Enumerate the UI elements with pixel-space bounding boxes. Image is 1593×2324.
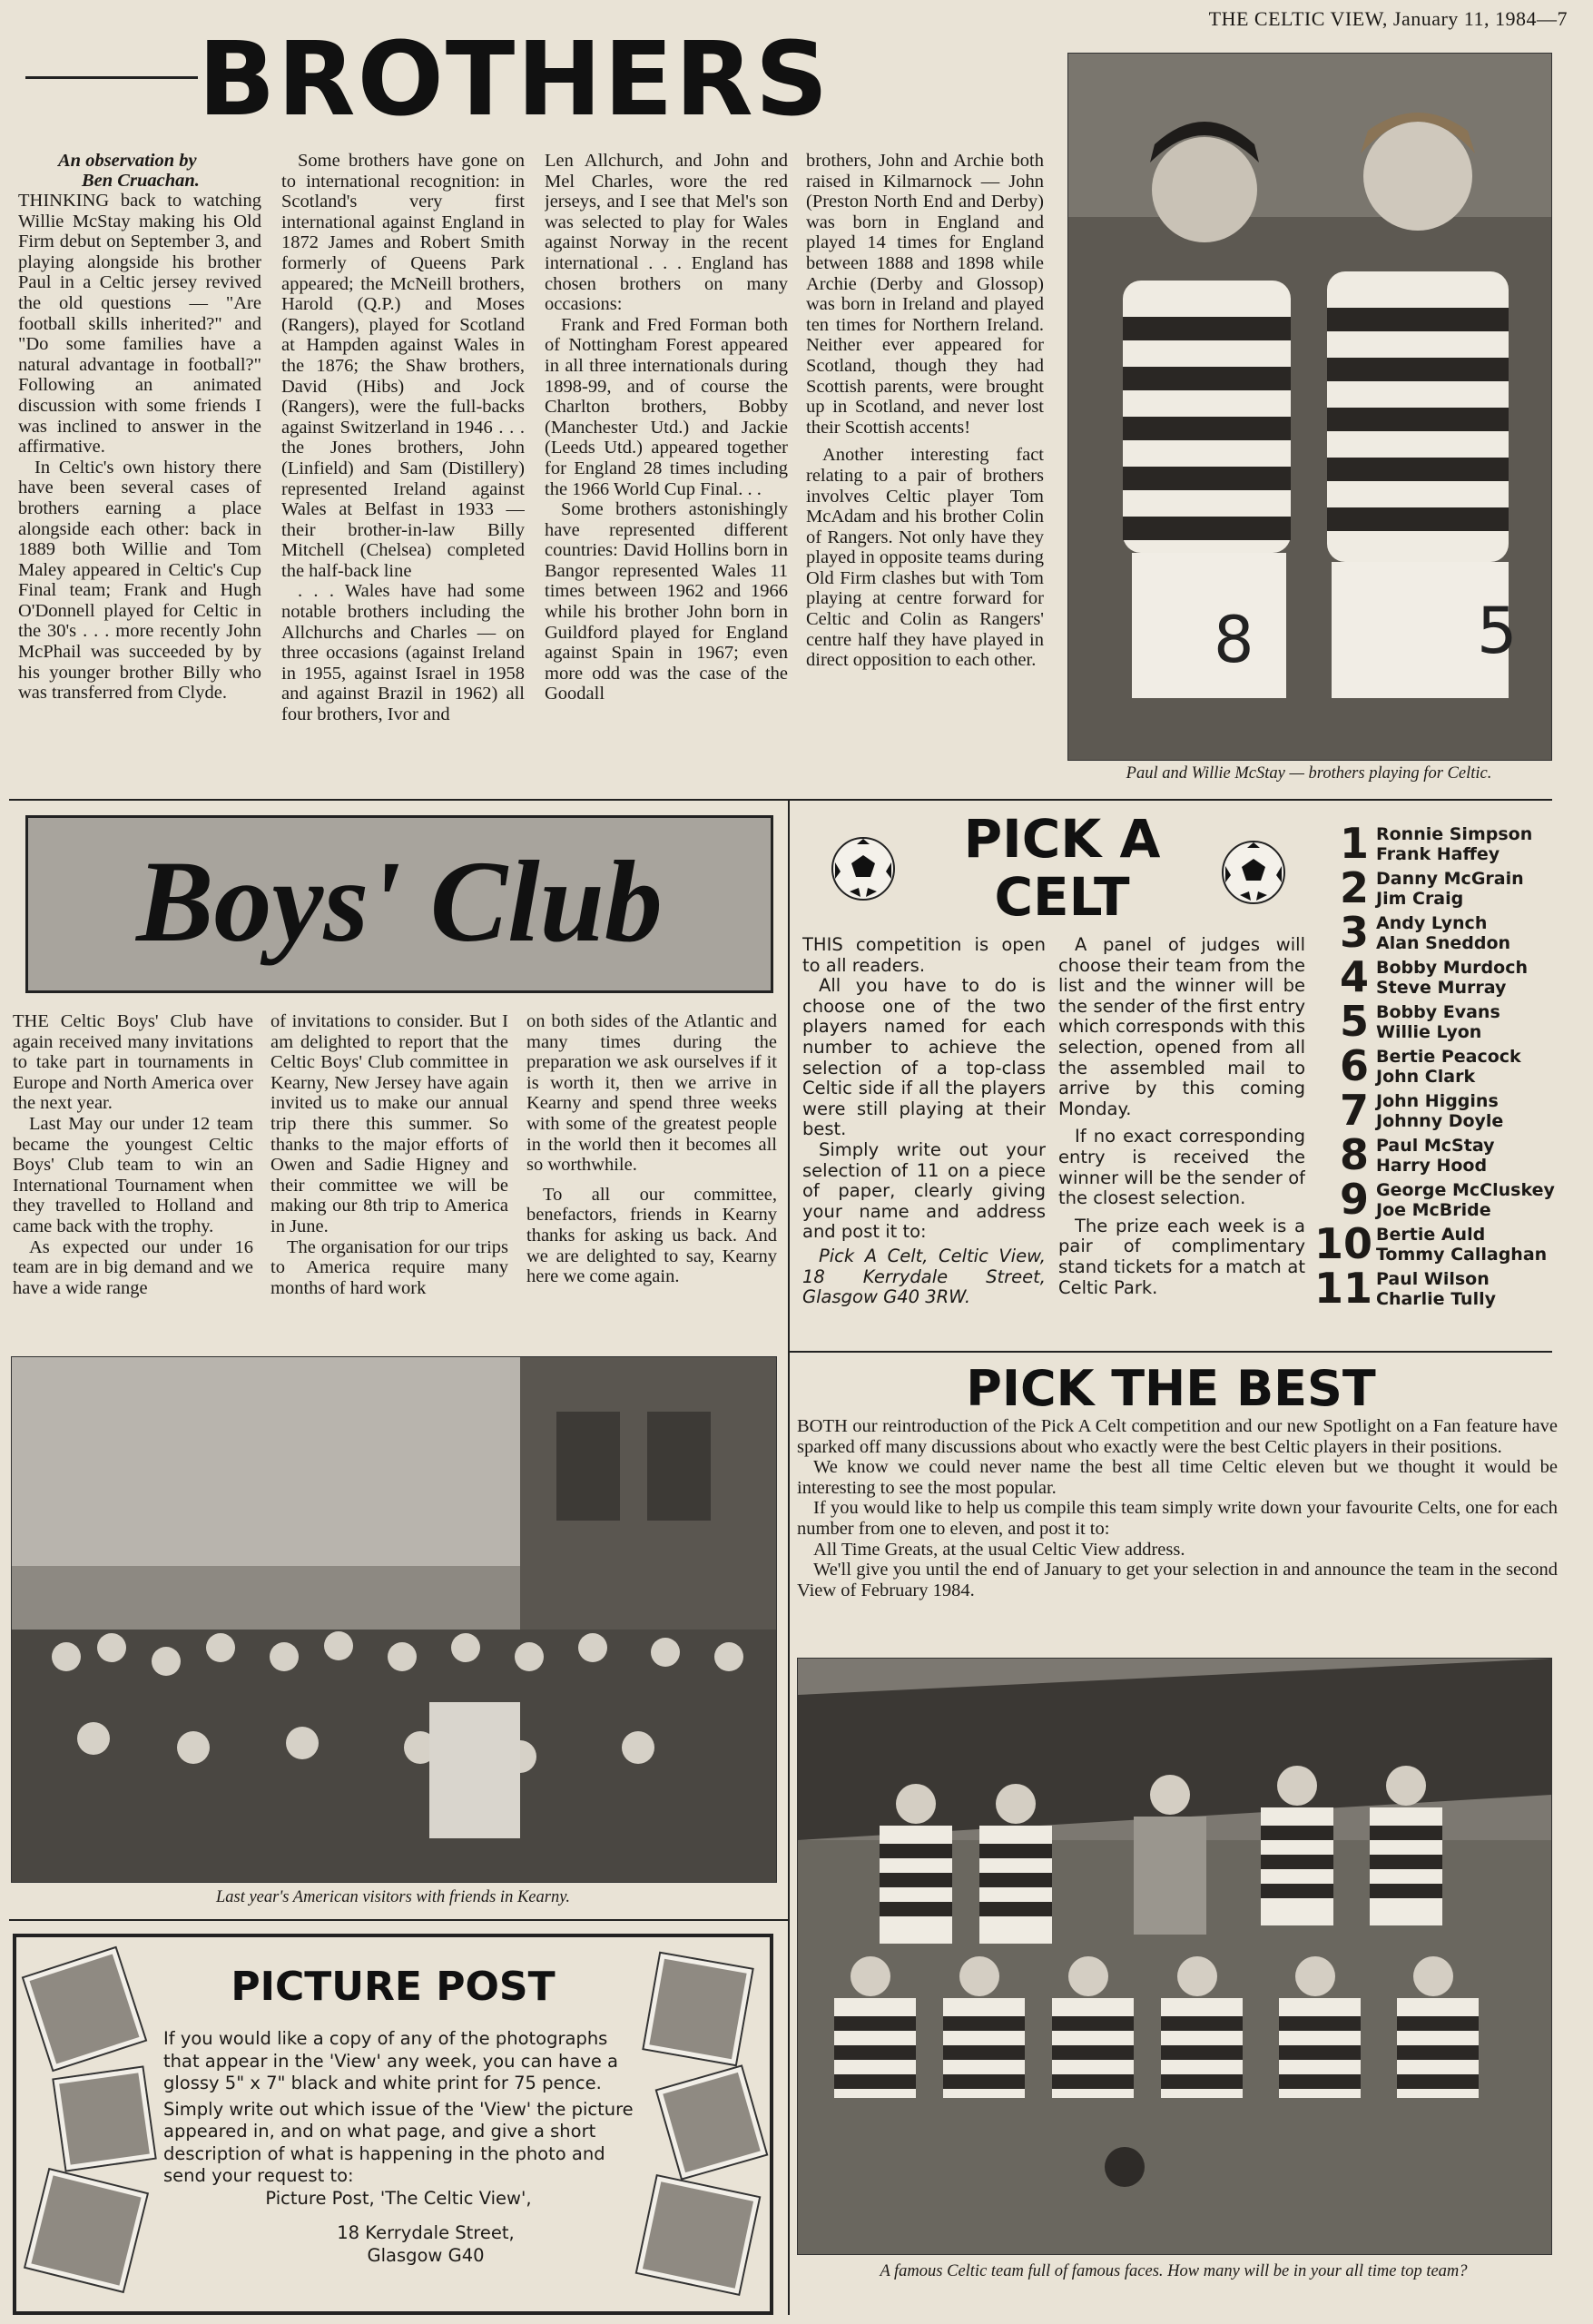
boys-c3-p1: on both sides of the Atlantic and many times during the preparation we ask ourselves if it is worth it, then we arrive in Kearny and spend three weeks with some of the greatest people in the world then it becomes all so worthwhile.: [526, 1011, 777, 1176]
player-names: [1376, 1089, 1503, 1131]
kearny-photo-caption: Last year's American visitors with friends in Kearny.: [215, 1888, 571, 1906]
section-rule-left-bottom: [9, 1919, 788, 1921]
player-b: Frank Haffey: [1376, 844, 1500, 864]
column-divider: [788, 799, 790, 2315]
player-pair-2: [1314, 863, 1559, 912]
player-number: 9: [1339, 1175, 1369, 1224]
football-icon-right-art: [1224, 842, 1283, 902]
boys-club-headline: Boys' Club: [136, 837, 663, 966]
player-number: 7: [1339, 1086, 1369, 1135]
brothers-column-3: [545, 151, 788, 786]
pick-best-p3: If you would like to help us compile this team simply write down your favourite Celts, one for each number from one to eleven, and post it to:: [797, 1498, 1558, 1539]
player-b: Charlie Tully: [1376, 1289, 1496, 1309]
picture-post-thumbnail-2: [54, 2068, 155, 2171]
player-names: [1376, 1178, 1555, 1220]
player-names: [1376, 1000, 1500, 1042]
pick-a-celt-headline-line-1: PICK A: [963, 808, 1161, 870]
player-pair-11: [1314, 1264, 1559, 1313]
mcstay-brothers-photo: [1067, 53, 1552, 761]
brothers-column-4: [806, 151, 1044, 786]
pick-a-celt-headline-line-2: CELT: [994, 866, 1130, 928]
boys-c1-p3: As expected our under 16 team are in big demand and we have a wide range: [13, 1236, 253, 1298]
celtic-team-photo: [797, 1658, 1552, 2255]
pick-best-p4: All Time Greats, at the usual Celtic View address.: [813, 1539, 1185, 1560]
picture-post-body: [163, 2028, 634, 2267]
pick-best-p5: We'll give you until the end of January to get your selection in and announce the team in the second View of February 1984.: [797, 1560, 1558, 1600]
player-b: Alan Sneddon: [1376, 933, 1511, 953]
boys-club-column-1: [13, 1011, 253, 1342]
player-pair-5: [1314, 997, 1559, 1046]
picture-post-box: [13, 1934, 773, 2315]
brothers-c2-p2: . . . Wales have had some notable brothers including the Allchurchs and Charles — on three occasions (against Ireland in 1955, against Israel in 1958 and against Brazil in 1962) all four brothers, Ivor and: [281, 581, 525, 725]
boys-c1-p2: Last May our under 12 team became the youngest Celtic Boys' Club team to win an International Tournament when they travelled to Holland and came back with the trophy.: [13, 1113, 253, 1236]
player-b: Tommy Callaghan: [1376, 1245, 1548, 1265]
player-a: John Higgins: [1376, 1091, 1499, 1111]
boys-c2-p1: of invitations to consider. But I am delighted to report that the Celtic Boys' Club committee in Kearny, New Jersey have again invited us to make our annual trip there this summer. So thanks to the major efforts of Owen and Sadie Higney and their committee we will be making our 8th trip to America in June.: [270, 1011, 508, 1236]
picture-post-address-2: 18 Kerrydale Street,: [337, 2222, 515, 2243]
player-number: 5: [1339, 997, 1369, 1046]
brothers-c4-p1: brothers, John and Archie both raised in Kilmarnock — John (Preston North End and Derby) was born in England and played 14 times for England between 1888 and 1898 while Archie (Derby and Glossop) was born in Ireland and played ten times for Northern Ireland. Neither ever appeared for Scotland, though they had Scottish parents, were brought up in Scotland, and never lost their Scottish accents!: [806, 151, 1044, 438]
pick-a-celt-headline: [908, 810, 1216, 926]
player-a: Andy Lynch: [1376, 913, 1488, 933]
pick-a-celt-player-list: [1314, 819, 1559, 1313]
player-b: Willie Lyon: [1376, 1022, 1482, 1042]
pick-c1-p1: THIS competition is open to all readers.: [802, 935, 1046, 976]
brothers-c1-p1: THINKING back to watching Willie McStay making his Old Firm debut on September 3, and playing alongside his brother Paul in a Celtic jersey revived the old questions — "Are football skills inherited?" and "Do some families have a natural advantage in football?" Following an animated discussion with some friends I was inclined to answer in the affirmative.: [18, 191, 261, 458]
byline-2: Ben Cruachan.: [82, 171, 200, 191]
player-b: Steve Murray: [1376, 978, 1507, 998]
football-icon-left-art: [833, 839, 893, 899]
player-a: Bertie Auld: [1376, 1225, 1486, 1245]
player-number: 2: [1339, 863, 1369, 912]
player-a: George McCluskey: [1376, 1180, 1555, 1200]
brothers-c2-p1: Some brothers have gone on to international recognition: in Scotland's very first international against England in 1872 James and Robert Smith formerly of Queens Park appeared; the McNeill brothers, Harold (Q.P.) and Moses (Rangers), played for Scotland at Hampden against Wales in the 1876; the Shaw brothers, David (Hibs) and Jock (Rangers), were the full-backs against Switzerland in 1946 . . . the Jones brothers, John (Linfield) and Sam (Distillery) represented Ireland against Wales at Belfast in 1933 — their brother-in-law Billy Mitchell (Chelsea) completed the half-back line: [281, 151, 525, 581]
player-number: 8: [1339, 1130, 1369, 1179]
player-a: Bobby Murdoch: [1376, 958, 1528, 978]
pick-a-celt-column-2: [1058, 935, 1305, 1334]
boys-club-column-2: [270, 1011, 508, 1342]
player-number: 11: [1314, 1264, 1373, 1313]
brothers-c3-p2: Frank and Fred Forman both of Nottingham Forest appeared in all three internationals during 1898-99, and of course the Charlton brothers, Bobby (Manchester Utd.) and Jackie (Leeds Utd.) appeared together for England 28 times including the 1966 World Cup Final. . .: [545, 314, 788, 499]
player-pair-3: [1314, 908, 1559, 957]
player-number: 4: [1339, 952, 1369, 1001]
brothers-c4-p2: Another interesting fact relating to a pair of brothers involves Celtic player Tom McAdam and his brother Colin of Rangers. Not only have they played in opposite teams during Old Firm clashes but with Tom playing at centre forward for Celtic and Colin as Rangers' centre half they have played in direct opposition to each other.: [806, 445, 1044, 671]
player-number: 3: [1339, 908, 1369, 957]
pick-c1-p3: Simply write out your selection of 11 on a piece of paper, clearly giving your name and address and post it to:: [802, 1138, 1046, 1243]
boys-club-banner: [25, 815, 773, 993]
picture-post-address-1: Picture Post, 'The Celtic View',: [265, 2187, 532, 2209]
player-names: [1376, 1134, 1494, 1176]
shirt-number-5: 5: [1477, 594, 1518, 668]
picture-post-thumbnail-6: [637, 2176, 759, 2293]
section-rule-top: [9, 799, 1552, 801]
section-rule-right-mid: [788, 1351, 1552, 1353]
kearny-photo-art: [12, 1357, 776, 1882]
player-pair-4: [1314, 952, 1559, 1001]
player-a: Paul Wilson: [1376, 1269, 1490, 1289]
player-names: [1376, 1045, 1521, 1087]
picture-post-para-1: If you would like a copy of any of the photographs that appear in the 'View' any week, you can have a glossy 5" x 7" black and white print for 75 pence.: [163, 2028, 618, 2093]
player-b: Joe McBride: [1376, 1200, 1491, 1220]
picture-post-para-2: Simply write out which issue of the 'View' the picture appeared in, and on what page, and give a short description of what is happening in the photo and send your request to:: [163, 2098, 634, 2186]
player-a: Bobby Evans: [1376, 1002, 1500, 1022]
player-pair-1: [1314, 819, 1559, 868]
player-names: [1376, 822, 1532, 864]
player-a: Paul McStay: [1376, 1136, 1495, 1156]
player-pair-7: [1314, 1086, 1559, 1135]
player-number: 10: [1314, 1219, 1373, 1268]
pick-best-p2: We know we could never name the best all time Celtic eleven but we thought it would be interesting to see the most popular.: [797, 1457, 1558, 1498]
player-a: Bertie Peacock: [1376, 1047, 1521, 1067]
picture-post-thumbnail-4: [644, 1954, 752, 2064]
player-pair-6: [1314, 1041, 1559, 1090]
player-names: [1376, 867, 1524, 909]
mcstay-photo-caption: Paul and Willie McStay — brothers playing for Celtic.: [1126, 764, 1492, 783]
player-names: [1376, 911, 1510, 953]
player-pair-10: [1314, 1219, 1559, 1268]
player-a: Ronnie Simpson: [1376, 824, 1533, 844]
boys-c2-p2: The organisation for our trips to America require many months of hard work: [270, 1236, 508, 1298]
byline-1: An observation by: [58, 151, 197, 171]
player-names: [1376, 956, 1528, 998]
pick-c2-p3: The prize each week is a pair of complimentary stand tickets for a match at Celtic Park.: [1058, 1215, 1305, 1298]
picture-post-headline: PICTURE POST: [231, 1964, 556, 2010]
picture-post-thumbnail-5: [657, 2067, 766, 2179]
pick-a-celt-column-1: [802, 935, 1046, 1334]
shirt-number-8: 8: [1214, 603, 1254, 677]
brothers-column-1: [18, 151, 261, 786]
picture-post-address-3: Glasgow G40: [367, 2244, 485, 2266]
pick-the-best-body: [797, 1416, 1558, 1643]
mcstay-photo-art: [1068, 54, 1551, 760]
player-number: 6: [1339, 1041, 1369, 1090]
player-pair-9: [1314, 1175, 1559, 1224]
brothers-column-2: [281, 151, 525, 786]
brothers-c1-p2: In Celtic's own history there have been several cases of brothers earning a place alongside each other: back in 1889 both Willie and Tom Maley appeared in Celtic's Cup Final team; Frank and Hugh O'Donnell played for Celtic in the 30's . . . more recently John McPhail was succeeded by by his younger brother Billy who was transferred from Clyde.: [18, 457, 261, 704]
pick-c2-p2: If no exact corresponding entry is received the winner will be the sender of the closest selection.: [1058, 1126, 1305, 1209]
player-names: [1376, 1267, 1496, 1309]
boys-c3-p2: To all our committee, benefactors, friends in Kearny thanks for asking us back. And we are delighted to say, Kearny here we come again.: [526, 1184, 777, 1287]
pick-c2-p1: A panel of judges will choose their team from the list and the winner will be the sender of the first entry which corresponds with this selection, opened from all the assembled mail to arrive by this coming Monday.: [1058, 935, 1305, 1119]
brothers-c3-p1: Len Allchurch, and John and Mel Charles, wore the red jerseys, and I see that Mel's son was selected to play for Wales against Norway in the recent international . . . England has chosen brothers on many occasions:: [545, 151, 788, 315]
pick-c1-p4: Pick A Celt, Celtic View, 18 Kerrydale Street, Glasgow G40 3RW.: [802, 1245, 1046, 1308]
football-icon-left: [831, 837, 895, 901]
celtic-team-photo-art: [798, 1659, 1551, 2254]
celtic-team-photo-caption: A famous Celtic team full of famous faces. How many will be in your all time top team?: [880, 2262, 1468, 2280]
brothers-c3-p3: Some brothers astonishingly have represented different countries: David Hollins born in Bangor represented Wales 11 times between 1962 and 1966 while his brother John born in Guildford played for England against Spain in 1967; even more odd was the case of the Goodall: [545, 499, 788, 704]
player-b: Johnny Doyle: [1376, 1111, 1504, 1131]
player-b: Jim Craig: [1376, 889, 1464, 909]
kearny-photo: [11, 1356, 777, 1883]
boys-club-column-3: [526, 1011, 777, 1342]
pick-best-p1: BOTH our reintroduction of the Pick A Celt competition and our new Spotlight on a Fan feature have sparked off many discussions about who exactly were the best Celtic players in their positions.: [797, 1416, 1558, 1457]
running-head: THE CELTIC VIEW, January 11, 1984—7: [1208, 7, 1568, 30]
pick-c1-p2: All you have to do is choose one of the two players named for each number to achieve the selection of a top-class Celtic side if all the players were still playing at their best.: [802, 975, 1046, 1140]
picture-post-thumbnail-3: [25, 2170, 146, 2290]
brothers-headline: BROTHERS: [198, 21, 831, 139]
boys-c1-p1: THE Celtic Boys' Club have again received many invitations to take part in tournaments in Europe and North America over the next year.: [13, 1011, 253, 1114]
player-a: Danny McGrain: [1376, 869, 1524, 889]
player-number: 1: [1339, 819, 1369, 868]
player-b: John Clark: [1376, 1067, 1476, 1087]
player-pair-8: [1314, 1130, 1559, 1179]
player-b: Harry Hood: [1376, 1156, 1488, 1176]
pick-the-best-headline: PICK THE BEST: [966, 1360, 1376, 1417]
player-names: [1376, 1223, 1547, 1265]
brothers-headline-rule: [25, 76, 198, 79]
football-icon-right: [1222, 841, 1285, 904]
